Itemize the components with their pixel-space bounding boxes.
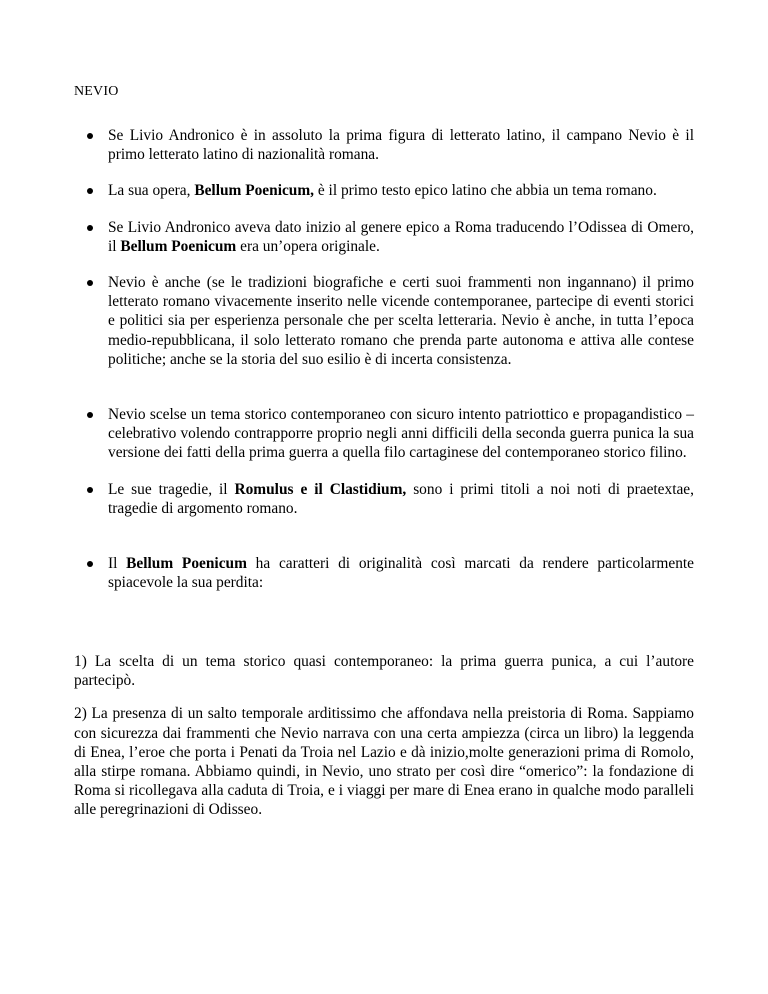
- bullet-dot-icon: [87, 487, 93, 493]
- bullet-text: Nevio scelse un tema storico contemporaneo con sicuro intento patriottico e propagandistico –celebrativo volendo contrapporre proprio negli anni difficili della seconda guerra punica la sua versione dei fatti della prima guerra a quella filo cartaginese del contemporaneo storico filino.: [108, 406, 694, 462]
- bullet-text-post: ha caratteri di originalità così marcati da rendere particolarmente spiacevole la sua perdita:: [108, 555, 694, 592]
- bullet-text-pre: Se Livio Andronico aveva dato inizio al genere epico a Roma traducendo l’Odissea di Omero, il: [108, 218, 694, 255]
- bullet-text: Nevio è anche (se le tradizioni biografiche e certi suoi frammenti non ingannano) il primo letterato romano vivacemente inserito nelle vicende contemporanee, partecipe di eventi storici e politici sia per esperienza personale che per scelta letteraria. Nevio è anche, in tutta l’epoca medio-repubblicana, il solo letterato romano che prenda parte autonoma e attiva alle contese politiche; anche se la storia del suo esilio è di incerta consistenza.: [108, 274, 694, 368]
- paragraph-1: 1) La scelta di un tema storico quasi contemporaneo: la prima guerra punica, a cui l’autore partecipò.: [74, 653, 694, 690]
- bullet-text-bold: Bellum Poenicum,: [194, 182, 315, 200]
- bullet-dot-icon: [87, 561, 93, 567]
- bullet-item-6: [74, 480, 694, 518]
- bullet-text-bold: Bellum Poenicum: [126, 555, 247, 573]
- bullet-text-pre: La sua opera,: [108, 182, 195, 200]
- bullet-text-bold: Romulus e il Clastidium,: [234, 480, 407, 498]
- bullet-item-5: [74, 405, 694, 463]
- bullet-item-4: [74, 273, 694, 369]
- body-paragraphs: [74, 652, 694, 834]
- bullet-dot-icon: [87, 412, 93, 418]
- bullet-item-1: [74, 126, 694, 164]
- bullet-list: [74, 126, 694, 592]
- bullet-text-pre: Le sue tragedie, il: [108, 480, 235, 498]
- page-title: NEVIO: [74, 84, 119, 99]
- bullet-dot-icon: [87, 188, 93, 194]
- bullet-text-post: era un’opera originale.: [236, 237, 380, 255]
- bullet-item-7: [74, 554, 694, 592]
- paragraph-2: 2) La presenza di un salto temporale arditissimo che affondava nella preistoria di Roma. Sappiamo con sicurezza dai frammenti che Nevio narrava con una certa ampiezza (circa un libro) la leggenda di Enea, l’eroe che porta i Penati da Troia nel Lazio e dà inizio,molte generazioni prima di Romolo, alla stirpe romana. Abbiamo quindi, in Nevio, uno strato per così dire “omerico”: la fondazione di Roma si ricollegava alla caduta di Troia, e i viaggi per mare di Enea erano in qualche modo paralleli alle peregrinazioni di Odisseo.: [74, 705, 694, 819]
- bullet-dot-icon: [87, 225, 93, 231]
- bullet-dot-icon: [87, 133, 93, 139]
- bullet-item-3: [74, 218, 694, 256]
- bullet-dot-icon: [87, 280, 93, 286]
- bullet-text: Se Livio Andronico è in assoluto la prima figura di letterato latino, il campano Nevio è il primo letterato latino di nazionalità romana.: [108, 127, 694, 164]
- bullet-text-pre: Il: [108, 555, 127, 573]
- bullet-text-post: è il primo testo epico latino che abbia un tema romano.: [314, 182, 657, 200]
- bullet-text-post: sono i primi titoli a noi noti di praetextae, tragedie di argomento romano.: [108, 480, 694, 517]
- bullet-item-2: [74, 181, 694, 200]
- bullet-text-bold: Bellum Poenicum: [120, 237, 237, 255]
